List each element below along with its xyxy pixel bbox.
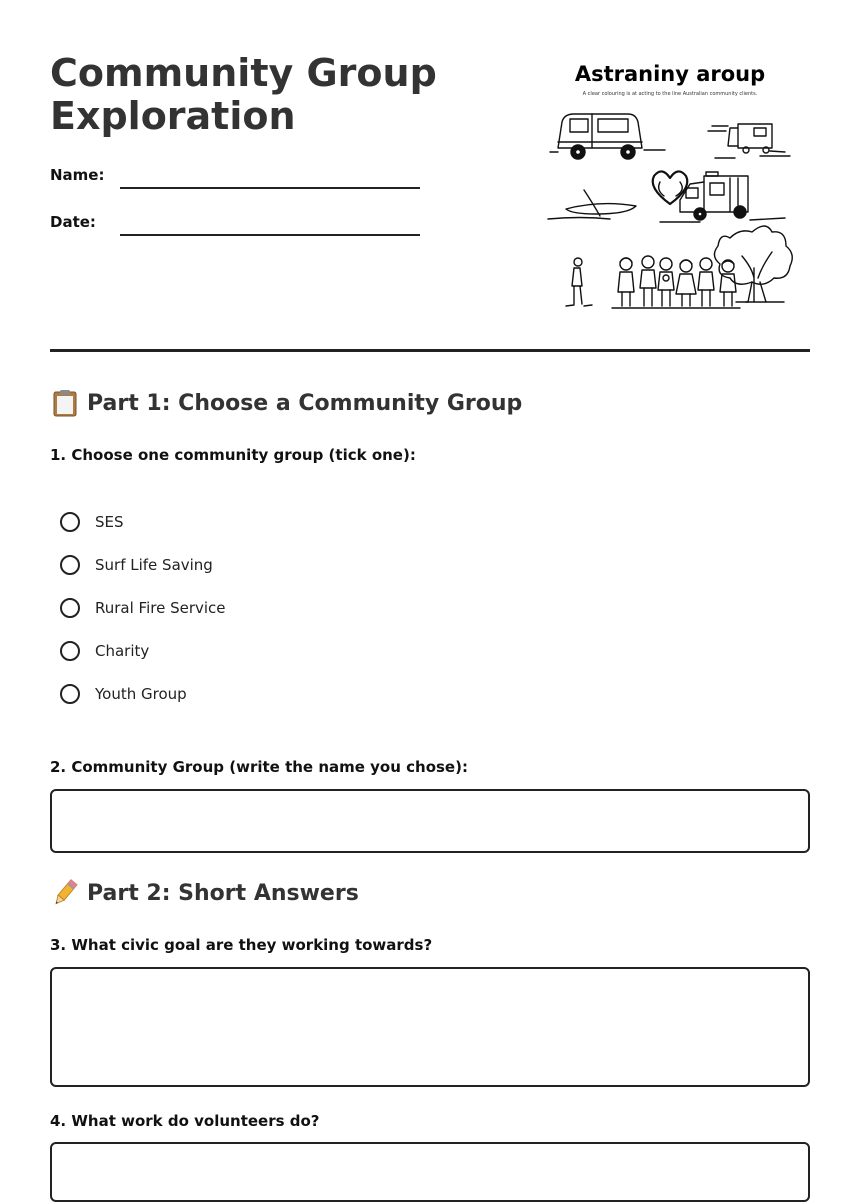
option-rural-fire-service[interactable] <box>60 598 226 618</box>
option-youth-group[interactable] <box>60 684 187 704</box>
question-2: 2. Community Group (write the name you chose): <box>50 758 468 776</box>
illustration-title: Astraniny aroup <box>574 62 766 86</box>
tree-icon <box>714 226 792 302</box>
question-3: 3. What civic goal are they working towards? <box>50 936 433 954</box>
illustration-drawing <box>540 56 800 318</box>
part1-heading-text: Part 1: Choose a Community Group <box>87 390 523 416</box>
van-icon <box>550 114 665 159</box>
title-line-1: Community Group <box>50 51 437 95</box>
clipboard-icon <box>50 389 80 417</box>
truck-icon <box>708 124 790 158</box>
adult-figure-icon <box>566 258 592 306</box>
header-divider <box>50 349 810 352</box>
radio-surf-life-saving[interactable] <box>60 555 80 575</box>
option-surf-life-saving[interactable] <box>60 555 213 575</box>
illustration-caption: A clear colouring is at acting to the line Australian community clients. <box>582 91 758 97</box>
volunteer-work-answer-box[interactable] <box>50 1142 810 1202</box>
civic-goal-answer-box[interactable] <box>50 967 810 1087</box>
name-field[interactable] <box>120 187 420 189</box>
option-label-rural-fire-service: Rural Fire Service <box>95 599 226 617</box>
community-illustration <box>540 56 800 318</box>
surfboard-icon <box>548 190 785 222</box>
name-label: Name: <box>50 166 105 184</box>
option-ses[interactable] <box>60 512 124 532</box>
date-field[interactable] <box>120 234 420 236</box>
radio-youth-group[interactable] <box>60 684 80 704</box>
question-4: 4. What work do volunteers do? <box>50 1112 320 1130</box>
radio-rural-fire-service[interactable] <box>60 598 80 618</box>
title-line-2: Exploration <box>50 94 296 138</box>
option-label-youth-group: Youth Group <box>95 685 187 703</box>
children-group-icon <box>612 256 740 308</box>
radio-charity[interactable] <box>60 641 80 661</box>
part1-heading <box>50 389 522 417</box>
option-label-surf-life-saving: Surf Life Saving <box>95 556 213 574</box>
page-title <box>50 52 480 138</box>
date-label: Date: <box>50 213 96 231</box>
option-label-charity: Charity <box>95 642 150 660</box>
ambulance-icon <box>680 172 748 220</box>
question-1: 1. Choose one community group (tick one): <box>50 446 416 464</box>
part2-heading-text: Part 2: Short Answers <box>87 880 359 906</box>
radio-ses[interactable] <box>60 512 80 532</box>
part2-heading <box>50 879 359 907</box>
heart-icon <box>653 171 688 204</box>
option-charity[interactable] <box>60 641 149 661</box>
option-label-ses: SES <box>95 513 124 531</box>
community-group-answer-box[interactable] <box>50 789 810 853</box>
pencil-icon <box>50 879 80 907</box>
